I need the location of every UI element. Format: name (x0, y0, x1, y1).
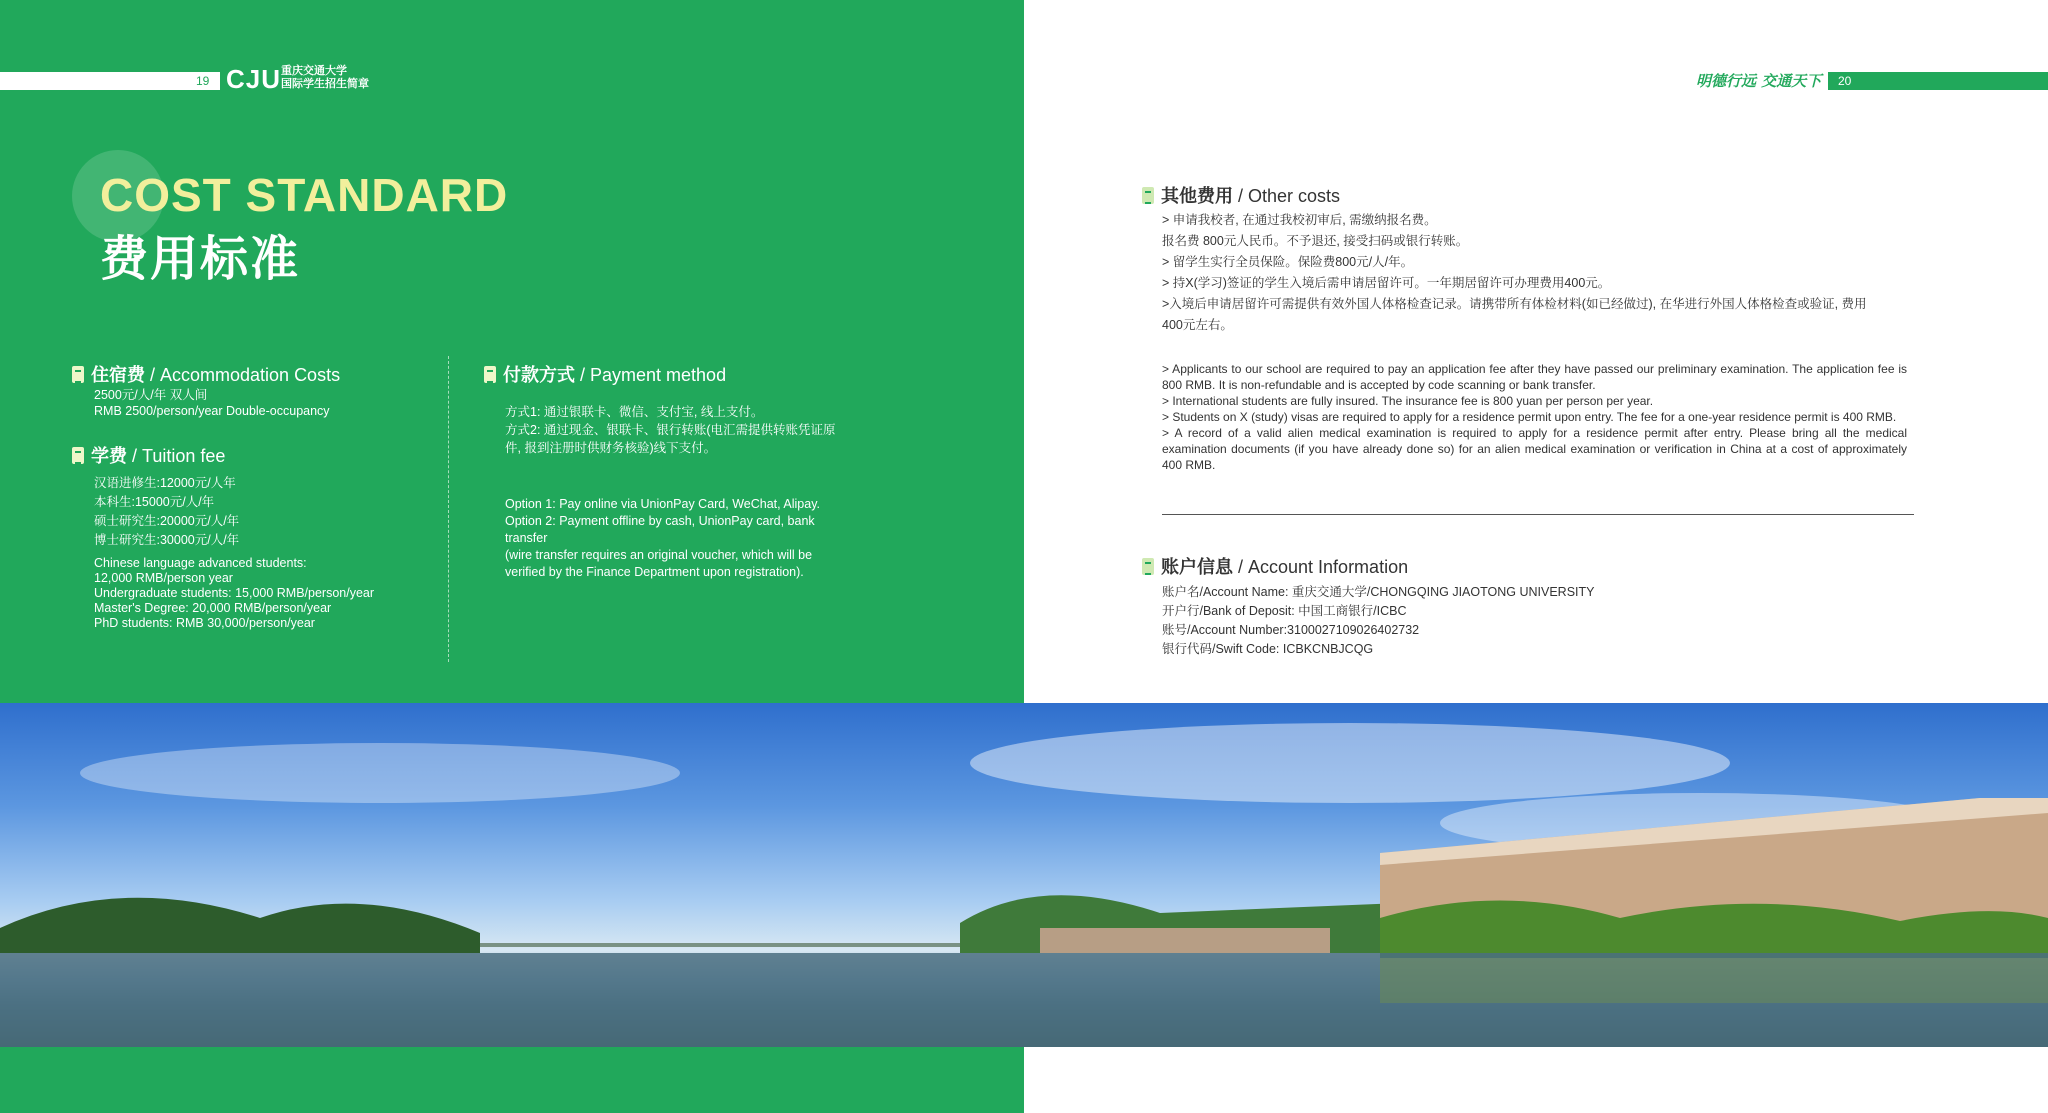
right-header-bar (1828, 72, 2048, 90)
other-costs-heading: 其他费用 / Other costs (1142, 182, 1340, 208)
left-page-green-footer (0, 1047, 1024, 1113)
account-line: 账号/Account Number:3100027109026402732 (1162, 623, 1420, 637)
tuition-en-line: Undergraduate students: 15,000 RMB/person/year (94, 586, 375, 600)
payment-heading: 付款方式 / Payment method (484, 361, 726, 387)
other-costs-cn-line: >入境后申请居留许可需提供有效外国人体格检查记录。请携带所有体检材料(如已经做过), 在华进行外国人体格检查或验证, 费用 (1162, 297, 1867, 311)
distant-building (1040, 928, 1330, 953)
other-costs-cn-list (1162, 210, 1867, 336)
other-costs-en-paragraph: > Students on X (study) visas are required to apply for a residence permit upon entry. The fee for a one-year residence permit is 400 RMB. (1162, 410, 1897, 424)
logo-cn-line2: 国际学生招生简章 (281, 77, 369, 90)
page-title-cn: 费用标准 (100, 233, 301, 286)
other-costs-en-paragraph: > A record of a valid alien medical examination is required to apply for a residence permit after entry. Please bring all the medical examination documents (if you have already done so) for an alien medical examination or verification in China at a cost of approximately 400 RMB. (1162, 426, 1907, 472)
tuition-cn-line: 硕士研究生:20000元/人/年 (94, 514, 240, 528)
document-icon (72, 447, 84, 464)
tuition-heading: 学费 / Tuition fee (72, 442, 225, 468)
document-icon (1142, 558, 1154, 575)
tuition-en-line: PhD students: RMB 30,000/person/year (94, 616, 315, 630)
tuition-cn-line: 本科生:15000元/人/年 (94, 495, 215, 509)
tuition-cn-line: 博士研究生:30000元/人/年 (94, 533, 240, 547)
cloud (970, 723, 1730, 803)
lake-reflection (1380, 958, 2048, 1003)
logo-cn-line1: 重庆交通大学 (281, 64, 347, 77)
other-costs-en-list (1162, 361, 1907, 473)
campus-photo-illustration (0, 703, 2048, 1047)
accommodation-line: 2500元/人/年 双人间 (94, 388, 208, 402)
tuition-en-line: Master's Degree: 20,000 RMB/person/year (94, 601, 332, 615)
document-icon (1142, 187, 1154, 204)
other-costs-cn-line: > 留学生实行全员保险。保险费800元/人/年。 (1162, 255, 1414, 269)
column-divider (448, 356, 449, 662)
tuition-en-line: 12,000 RMB/person year (94, 571, 233, 585)
right-page-number: 20 (1838, 74, 1852, 88)
payment-en-paragraph: Option 1: Pay online via UnionPay Card, WeChat, Alipay. (505, 497, 820, 511)
other-costs-en-paragraph: > Applicants to our school are required to pay an application fee after they have passed our preliminary examination. The application fee is 800 RMB. It is non-refundable and is accepted by code scanning or bank transfer. (1162, 362, 1907, 392)
campus-lake-photo (0, 703, 2048, 1047)
tuition-en-line: Chinese language advanced students: (94, 556, 307, 570)
account-line: 账户名/Account Name: 重庆交通大学/CHONGQING JIAOTONG UNIVERSITY (1162, 585, 1595, 599)
cloud (80, 743, 680, 803)
document-icon (72, 366, 84, 383)
accommodation-details (94, 387, 330, 419)
payment-cn-list (505, 403, 836, 457)
university-slogan: 明德行远 交通天下 (1696, 72, 1822, 90)
other-costs-en-paragraph: > International students are fully insured. The insurance fee is 800 yuan per person per year. (1162, 394, 1654, 408)
account-line: 银行代码/Swift Code: ICBKCNBJCQG (1162, 642, 1374, 656)
page-title-en: COST STANDARD (100, 169, 509, 221)
account-details (1162, 583, 1594, 659)
left-trees (0, 898, 480, 953)
left-header-bar (0, 72, 220, 90)
payment-cn-line: 方式2: 通过现金、银联卡、银行转账(电汇需提供转账凭证原 (505, 423, 836, 437)
accommodation-line: RMB 2500/person/year Double-occupancy (94, 404, 330, 418)
tuition-cn-line: 汉语进修生:12000元/人年 (94, 476, 236, 490)
payment-cn-line: 件, 报到注册时供财务核验)线下支付。 (505, 441, 717, 455)
account-line: 开户行/Bank of Deposit: 中国工商银行/ICBC (1162, 604, 1407, 618)
tuition-en-list (94, 556, 374, 631)
other-costs-cn-line: > 持X(学习)签证的学生入境后需申请居留许可。一年期居留许可办理费用400元。 (1162, 276, 1611, 290)
payment-en-list (505, 496, 850, 581)
document-icon (484, 366, 496, 383)
payment-cn-line: 方式1: 通过银联卡、微信、支付宝, 线上支付。 (505, 405, 764, 419)
other-costs-cn-line: > 申请我校者, 在通过我校初审后, 需缴纳报名费。 (1162, 213, 1437, 227)
other-costs-cn-line: 400元左右。 (1162, 318, 1233, 332)
section-separator (1162, 514, 1914, 515)
payment-en-paragraph: Option 2: Payment offline by cash, UnionPay card, bank transfer (505, 514, 815, 545)
left-page-number: 19 (196, 74, 210, 88)
account-heading: 账户信息 / Account Information (1142, 553, 1408, 579)
payment-en-paragraph: (wire transfer requires an original voucher, which will be verified by the Finance Department upon registration). (505, 548, 813, 579)
tuition-cn-list (94, 474, 239, 550)
university-logo-cn (281, 64, 369, 90)
other-costs-cn-line: 报名费 800元人民币。不予退还, 接受扫码或银行转账。 (1162, 234, 1469, 248)
accommodation-heading: 住宿费 / Accommodation Costs (72, 361, 340, 387)
university-logo-text: CJU (226, 64, 282, 94)
